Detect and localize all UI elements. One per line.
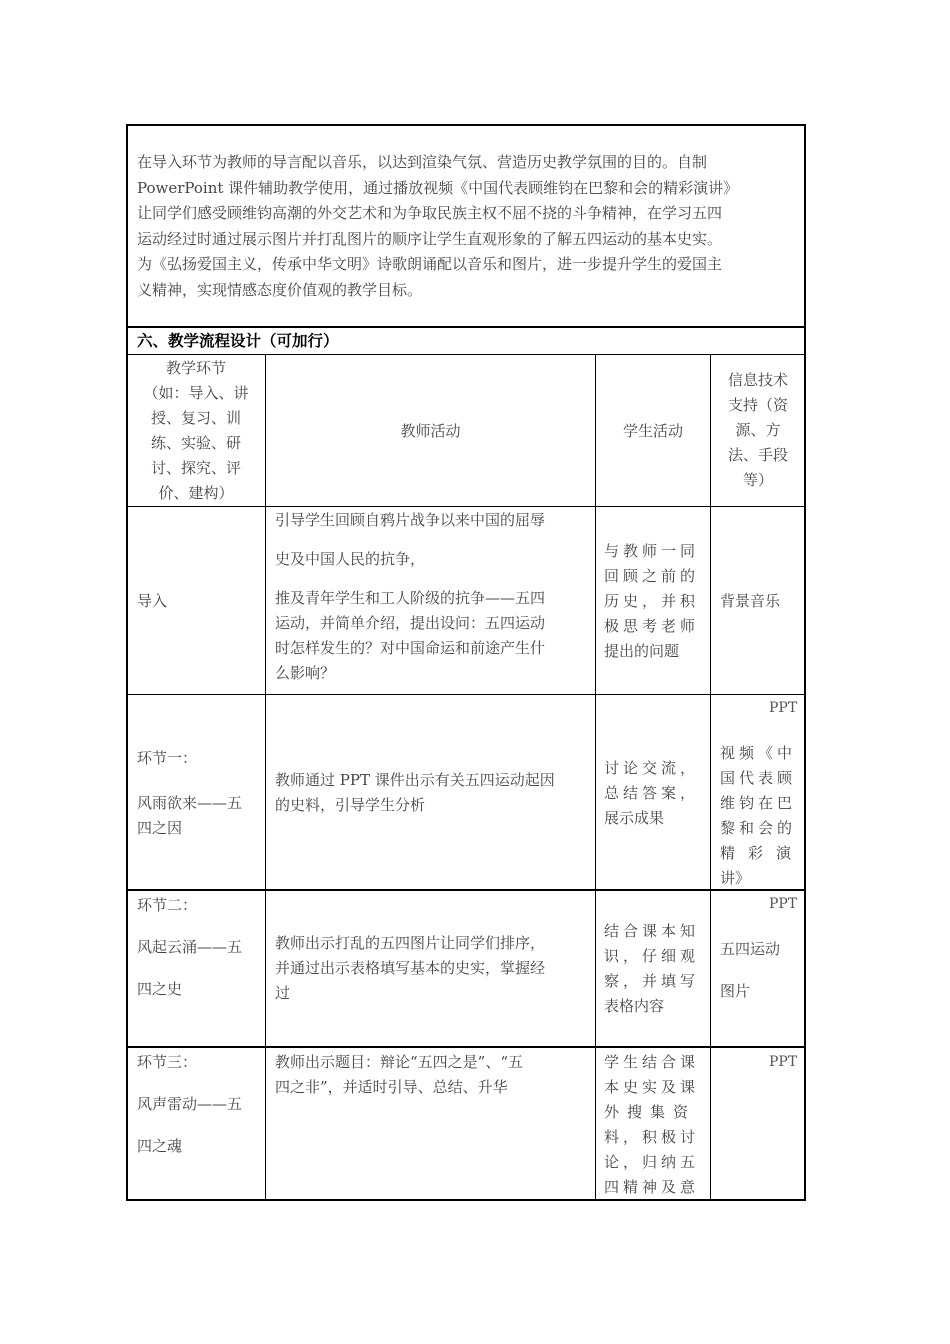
row-teacher — [275, 1050, 591, 1100]
header-text: （如：导入、讲 — [143, 384, 249, 402]
row-tech: 背景音乐 — [720, 592, 781, 610]
divider — [126, 326, 806, 328]
text-line: 察，并填写 — [604, 972, 700, 990]
text-line: 风雨欲来——五 — [137, 794, 243, 812]
divider — [126, 354, 806, 355]
row-stage — [137, 1050, 242, 1159]
section-title: 六、教学流程设计（可加行） — [137, 331, 339, 350]
text-line: 风起云涌——五 — [137, 938, 243, 956]
text-line: 讲》 — [720, 869, 751, 887]
text-line: 史及中国人民的抗争， — [275, 550, 426, 568]
text-line: 环节三： — [137, 1053, 198, 1071]
row-teacher — [275, 508, 591, 686]
row-student — [604, 539, 699, 664]
text-line: 推及青年学生和工人阶级的抗争——五四 — [275, 589, 546, 607]
text-line: 与教师一同 — [604, 542, 700, 560]
header-stage — [127, 356, 265, 506]
text-line: 外搜集资 — [604, 1103, 697, 1121]
ppt-label: PPT — [769, 700, 798, 716]
text-line: 总结答案， — [604, 784, 700, 802]
text-line: 表格内容 — [604, 997, 665, 1015]
header-text: 支持（资 — [727, 396, 788, 414]
divider — [126, 889, 806, 891]
row-stage — [137, 746, 242, 841]
row-student — [604, 1050, 699, 1200]
text-line: 的史料，引导学生分析 — [275, 796, 426, 814]
row-tech — [720, 741, 804, 891]
spacer — [137, 1075, 242, 1092]
spacer — [137, 960, 242, 977]
intro-line: 义精神，实现情感态度价值观的教学目标。 — [137, 280, 423, 299]
text-line: 视频《中 — [720, 744, 797, 762]
text-line: 教师出示打乱的五四图片让同学们排序， — [275, 934, 546, 952]
text-line: 环节二： — [137, 896, 198, 914]
text-line: 精彩演 — [720, 844, 805, 862]
header-tech — [711, 368, 805, 493]
text-line: 环节一： — [137, 749, 198, 767]
row-teacher — [275, 768, 591, 818]
text-line: 教师出示题目：辩论“五四之是”、“五 — [275, 1053, 524, 1071]
header-text: 法、手段 — [727, 446, 788, 464]
ppt-label: PPT — [769, 1054, 798, 1070]
text-line: 回顾之前的 — [604, 567, 700, 585]
header-text: 信息技术 — [727, 371, 788, 389]
row-teacher — [275, 931, 591, 1006]
text-line: 极思考老师 — [604, 617, 700, 635]
text-line: 黎和会的 — [720, 819, 797, 837]
spacer — [720, 962, 780, 979]
text-line: 展示成果 — [604, 809, 665, 827]
text-line: 维钧在巴 — [720, 794, 797, 812]
divider — [126, 506, 806, 507]
ppt-label: PPT — [769, 896, 798, 912]
row-student — [604, 919, 699, 1019]
row-student — [604, 756, 699, 831]
text-line: 教师通过 PPT 课件出示有关五四运动起因 — [275, 771, 555, 789]
text-line: 国代表顾 — [720, 769, 797, 787]
text-line: 四之因 — [137, 819, 183, 837]
text-line: 时怎样发生的？对中国命运和前途产生什 — [275, 639, 546, 657]
spacer — [137, 1117, 242, 1134]
text-line: 本史实及课 — [604, 1078, 700, 1096]
text-line: 四之魂 — [137, 1137, 183, 1155]
header-text: 源、方 — [735, 421, 781, 439]
header-text: 教学环节 — [165, 359, 226, 377]
text-line: 历史，并积 — [604, 592, 700, 610]
text-line: 四之史 — [137, 980, 183, 998]
row-stage — [137, 893, 242, 1002]
text-line: 图片 — [720, 982, 751, 1000]
text-line: 风声雷动——五 — [137, 1095, 243, 1113]
spacer — [137, 771, 242, 791]
intro-line: 为《弘扬爱国主义，传承中华文明》诗歌朗诵配以音乐和图片，进一步提升学生的爱国主 — [137, 255, 723, 273]
column-divider — [265, 355, 266, 1200]
header-text: 等） — [742, 471, 773, 489]
spacer — [275, 572, 591, 586]
divider — [126, 1046, 806, 1048]
text-line: 么影响？ — [275, 664, 336, 682]
header-text: 价、建构） — [158, 484, 234, 502]
text-line: 料，积极讨 — [604, 1128, 700, 1146]
spacer — [137, 918, 242, 935]
divider — [126, 694, 806, 695]
intro-line: 在导入环节为教师的导言配以音乐，以达到渲染气氛、营造历史教学氛围的目的。自制 — [137, 153, 708, 171]
column-divider — [595, 355, 596, 1200]
intro-line: PowerPoint 课件辅助教学使用，通过播放视频《中国代表顾维钧在巴黎和会的精彩演讲》 — [137, 178, 739, 197]
spacer — [275, 533, 591, 547]
text-line: 并通过出示表格填写基本的史实，掌握经 — [275, 959, 546, 977]
intro-line: 运动经过时通过展示图片并打乱图片的顺序让学生直观形象的了解五四运动的基本史实。 — [137, 229, 723, 248]
text-line: 引导学生回顾自鸦片战争以来中国的屈辱 — [275, 511, 546, 529]
text-line: 四之非”，并适时引导、总结、升华 — [275, 1078, 508, 1096]
header-text: 授、复习、训 — [150, 409, 241, 427]
text-line: 结合课本知 — [604, 922, 700, 940]
header-text: 讨、探究、评 — [150, 459, 241, 477]
text-line: 四精神及意 — [604, 1178, 700, 1196]
row-tech — [720, 937, 780, 1004]
text-line: 讨论交流， — [604, 759, 700, 777]
header-teacher: 教师活动 — [400, 422, 461, 440]
intro-line: 让同学们感受顾维钧高潮的外交艺术和为争取民族主权不屈不挠的斗争精神，在学习五四 — [137, 204, 723, 222]
row-stage: 导入 — [137, 592, 168, 610]
text-line: 运动，并简单介绍，提出设问：五四运动 — [275, 614, 546, 632]
header-text: 练、实验、研 — [150, 434, 241, 452]
text-line: 识，仔细观 — [604, 947, 700, 965]
intro-paragraph — [137, 150, 797, 303]
text-line: 提出的问题 — [604, 642, 680, 660]
text-line: 五四运动 — [720, 940, 781, 958]
text-line: 过 — [275, 984, 291, 1002]
text-line: 论，归纳五 — [604, 1153, 700, 1171]
header-student: 学生活动 — [622, 422, 683, 440]
text-line: 学生结合课 — [604, 1053, 700, 1071]
